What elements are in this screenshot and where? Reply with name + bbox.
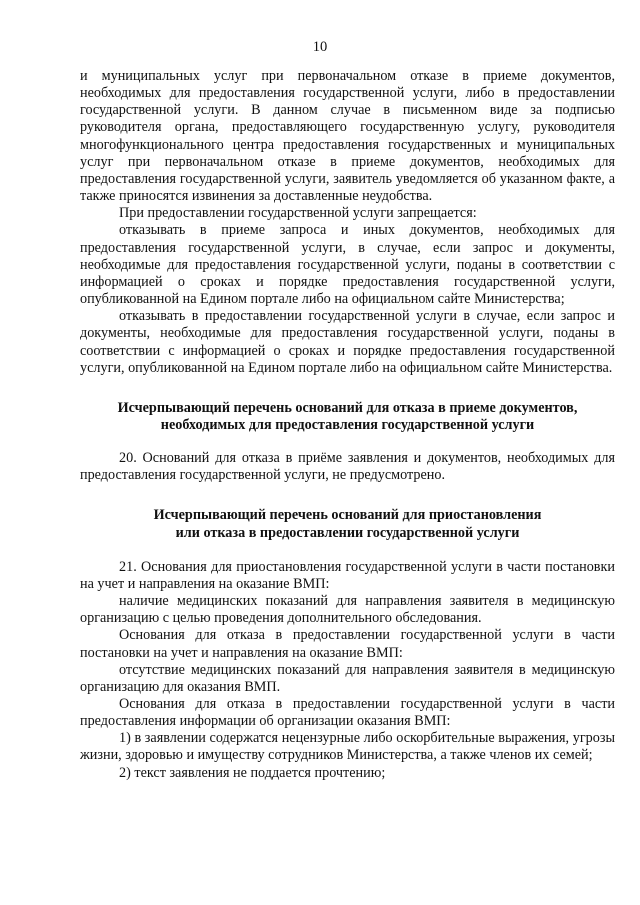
paragraph-suspension-ground: наличие медицинских показаний для направления заявителя в медицинскую организацию с целью проведения дополнительного обследования.	[80, 593, 615, 627]
section-heading-refusal-documents	[80, 400, 615, 434]
paragraph-20: 20. Оснований для отказа в приёме заявления и документов, необходимых для предоставления государственной услуги, не предусмотрено.	[80, 450, 615, 484]
paragraph-prohibition-1: отказывать в приеме запроса и иных документов, необходимых для предоставления государственной услуги, в случае, если запрос и документы, необходимые для предоставления государственной услуги, поданы в соответствии с информацией о сроках и порядке предоставления государственной услуги, опубликованной на Едином портале либо на официальном сайте Министерства;	[80, 222, 615, 308]
list-item-1: 1) в заявлении содержатся нецензурные либо оскорбительные выражения, угрозы жизни, здоровью и имуществу сотрудников Министерства, а также членов их семей;	[80, 730, 615, 764]
heading-line: Исчерпывающий перечень оснований для отказа в приеме документов,	[117, 399, 578, 416]
section-heading-suspension	[80, 507, 615, 541]
heading-line: Исчерпывающий перечень оснований для приостановления	[153, 507, 542, 524]
heading-line: необходимых для предоставления государственной услуги	[160, 416, 535, 433]
heading-line: или отказа в предоставлении государственной услуги	[175, 524, 520, 541]
paragraph-prohibition-2: отказывать в предоставлении государственной услуги в случае, если запрос и документы, необходимые для предоставления государственной услуги, поданы в соответствии с информацией о сроках и порядке предоставления государственной услуги, опубликованной на Едином портале либо на официальном сайте Министерства.	[80, 308, 615, 376]
document-body	[80, 68, 615, 782]
paragraph-21: 21. Основания для приостановления государственной услуги в части постановки на учет и направления на оказание ВМП:	[80, 558, 615, 592]
paragraph-continuation: и муниципальных услуг при первоначальном отказе в приеме документов, необходимых для предоставления государственной услуги, либо в предоставлении государственной услуги. В данном случае в письменном виде за подписью руководителя органа, предоставляющего государственную услугу, руководителя многофункционального центра предоставления государственных и муниципальных услуг при первоначальном отказе в приеме документов, необходимых для предоставления государственной услуги, заявитель уведомляется об указанном факте, а также приносятся извинения за доставленные неудобства.	[80, 68, 615, 205]
list-item-2: 2) текст заявления не поддается прочтению;	[119, 764, 386, 781]
paragraph-prohibitions-intro: При предоставлении государственной услуги запрещается:	[119, 205, 477, 222]
paragraph-refusal-info-intro: Основания для отказа в предоставлении государственной услуги в части предоставления информации об организации оказания ВМП:	[80, 696, 615, 730]
page-number: 10	[312, 39, 328, 55]
paragraph-refusal-registration-intro: Основания для отказа в предоставлении государственной услуги в части постановки на учет и направления на оказание ВМП:	[80, 627, 615, 661]
paragraph-refusal-registration-ground: отсутствие медицинских показаний для направления заявителя в медицинскую организацию для оказания ВМП.	[80, 661, 615, 695]
